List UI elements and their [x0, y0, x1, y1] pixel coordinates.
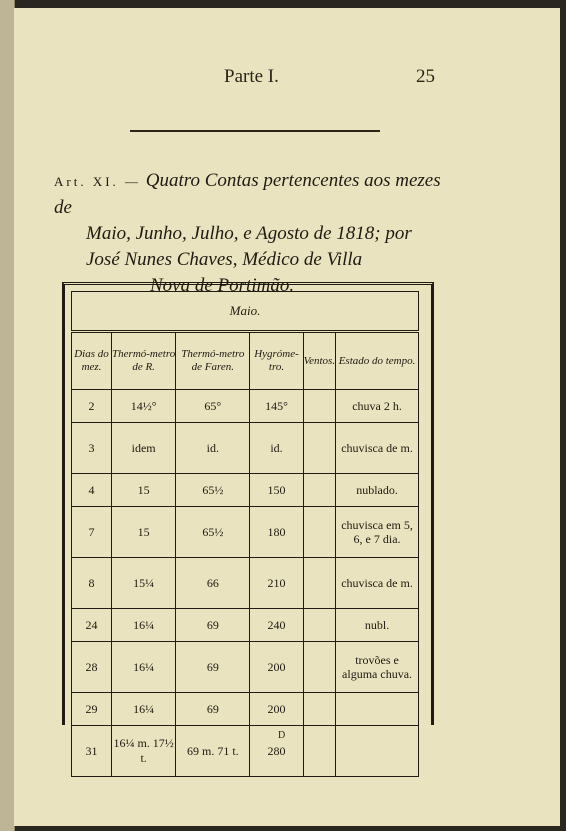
- table-cell: [303, 609, 335, 642]
- table-cell: [303, 558, 335, 609]
- table-cell: 150: [250, 474, 303, 507]
- table-cell: [303, 423, 335, 474]
- table-cell: chuvisca de m.: [336, 423, 419, 474]
- table-row: [72, 642, 419, 693]
- table-cell: chuva 2 h.: [336, 390, 419, 423]
- table-cell: chuvisca em 5, 6, e 7 dia.: [336, 507, 419, 558]
- col-header: Dias do mez.: [72, 332, 112, 390]
- table-cell: 15¼: [112, 558, 176, 609]
- table-cell: id.: [250, 423, 303, 474]
- col-header: Ventos.: [303, 332, 335, 390]
- table-cell: 29: [72, 693, 112, 726]
- table-cell: 15: [112, 507, 176, 558]
- article-label: Art. XI. —: [54, 174, 142, 189]
- table-cell: [303, 507, 335, 558]
- article-title: [54, 168, 454, 299]
- table-cell: idem: [112, 423, 176, 474]
- table-cell: 2: [72, 390, 112, 423]
- table-row: [72, 558, 419, 609]
- weather-table: [71, 291, 419, 777]
- table-cell: 28: [72, 642, 112, 693]
- table-cell: 16¼ m. 17½ t.: [112, 726, 176, 777]
- table-cell: 65½: [176, 507, 250, 558]
- table-cell: 31: [72, 726, 112, 777]
- title-line-2: Maio, Junho, Julho, e Agosto de 1818; por: [86, 223, 412, 244]
- table-cell: [336, 693, 419, 726]
- table-cell: 69 m. 71 t.: [176, 726, 250, 777]
- table-cell: 210: [250, 558, 303, 609]
- table-cell: 24: [72, 609, 112, 642]
- table-cell: [303, 390, 335, 423]
- table-cell: 4: [72, 474, 112, 507]
- table-cell: 65°: [176, 390, 250, 423]
- table-cell: trovões e alguma chuva.: [336, 642, 419, 693]
- book-gutter: [0, 0, 15, 831]
- table-cell: 3: [72, 423, 112, 474]
- weather-table-frame: [62, 282, 434, 765]
- table-row: [72, 507, 419, 558]
- table-cell: 16¼: [112, 609, 176, 642]
- table-row: [72, 609, 419, 642]
- table-cell: 69: [176, 642, 250, 693]
- page-number: 25: [416, 66, 435, 87]
- table-cell: 16¼: [112, 693, 176, 726]
- signature-mark: D: [278, 730, 286, 741]
- table-cell: 15: [112, 474, 176, 507]
- table-cell: 69: [176, 693, 250, 726]
- col-header: Hygróme-tro.: [250, 332, 303, 390]
- table-cell: 66: [176, 558, 250, 609]
- table-cell: 200: [250, 693, 303, 726]
- table-cell: 240: [250, 609, 303, 642]
- month-heading: Maio.: [72, 292, 419, 332]
- table-cell: [303, 474, 335, 507]
- table-cell: chuvisca de m.: [336, 558, 419, 609]
- col-header: Thermó-metro de R.: [112, 332, 176, 390]
- table-cell: 200: [250, 642, 303, 693]
- table-cell: [303, 642, 335, 693]
- table-cell: 65½: [176, 474, 250, 507]
- table-cell: 8: [72, 558, 112, 609]
- table-row: [72, 390, 419, 423]
- table-row: [72, 726, 419, 777]
- table-cell: [303, 693, 335, 726]
- running-head: Parte I.: [224, 66, 279, 87]
- table-row: [72, 474, 419, 507]
- table-cell: 14½°: [112, 390, 176, 423]
- table-cell: 145°: [250, 390, 303, 423]
- title-line-1: Quatro Contas pertencentes aos mezes de: [54, 170, 441, 218]
- table-cell: [303, 726, 335, 777]
- table-cell: 280: [250, 726, 303, 777]
- table-cell: id.: [176, 423, 250, 474]
- table-cell: nubl.: [336, 609, 419, 642]
- title-line-3: José Nunes Chaves, Médico de Villa: [86, 249, 363, 270]
- table-cell: 180: [250, 507, 303, 558]
- decorative-rule: [130, 130, 380, 132]
- col-header: Thermó-metro de Faren.: [176, 332, 250, 390]
- table-cell: 69: [176, 609, 250, 642]
- table-cell: nublado.: [336, 474, 419, 507]
- table-cell: 7: [72, 507, 112, 558]
- table-cell: 16¼: [112, 642, 176, 693]
- col-header: Estado do tempo.: [336, 332, 419, 390]
- table-row: [72, 693, 419, 726]
- table-cell: [336, 726, 419, 777]
- table-row: [72, 423, 419, 474]
- title-line-4: Nova de Portimão.: [150, 275, 295, 296]
